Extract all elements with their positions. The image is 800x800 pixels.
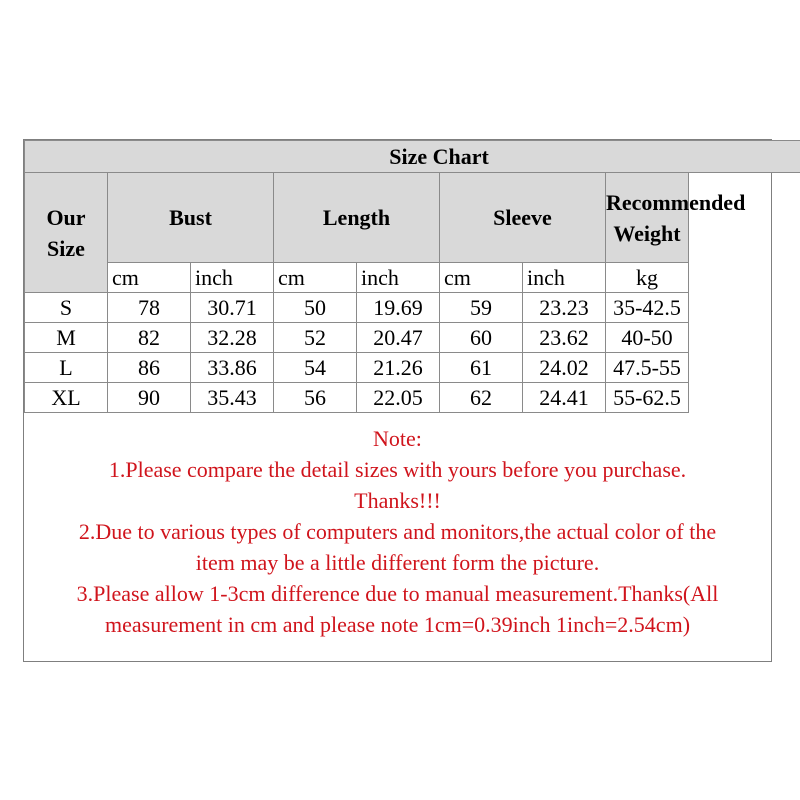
cell-length-inch: 22.05	[357, 383, 440, 413]
cell-length-cm: 50	[274, 293, 357, 323]
chart-title: Size Chart	[25, 141, 800, 173]
header-weight	[606, 173, 746, 263]
cell-weight: 40-50	[606, 323, 689, 353]
unit-length-cm: cm	[274, 263, 357, 293]
size-chart-table	[24, 140, 800, 413]
table-row	[25, 323, 800, 353]
note-line: 2.Due to various types of computers and monitors,the actual color of the	[78, 519, 717, 544]
cell-weight: 35-42.5	[606, 293, 689, 323]
note-line: measurement in cm and please note 1cm=0.39inch 1inch=2.54cm)	[104, 612, 691, 637]
cell-sleeve-inch: 23.23	[523, 293, 606, 323]
table-row	[25, 353, 800, 383]
cell-size: XL	[25, 383, 108, 413]
note-block	[24, 423, 771, 640]
unit-length-inch: inch	[357, 263, 440, 293]
cell-bust-inch: 30.71	[191, 293, 274, 323]
table-row	[25, 383, 800, 413]
cell-length-inch: 19.69	[357, 293, 440, 323]
cell-bust-cm: 82	[108, 323, 191, 353]
cell-length-cm: 52	[274, 323, 357, 353]
table-row	[25, 293, 800, 323]
cell-size: S	[25, 293, 108, 323]
cell-sleeve-cm: 59	[440, 293, 523, 323]
cell-size: M	[25, 323, 108, 353]
cell-bust-cm: 78	[108, 293, 191, 323]
header-weight-line1: Recommended	[606, 189, 746, 215]
header-sleeve: Sleeve	[440, 173, 606, 263]
note-line: 3.Please allow 1-3cm difference due to manual measurement.Thanks(All	[76, 581, 719, 606]
cell-size: L	[25, 353, 108, 383]
unit-bust-inch: inch	[191, 263, 274, 293]
cell-sleeve-cm: 60	[440, 323, 523, 353]
cell-bust-inch: 35.43	[191, 383, 274, 413]
cell-sleeve-inch: 23.62	[523, 323, 606, 353]
cell-weight: 47.5-55	[606, 353, 689, 383]
cell-bust-inch: 32.28	[191, 323, 274, 353]
header-bust: Bust	[108, 173, 274, 263]
header-our-size	[25, 173, 108, 293]
size-chart-sheet	[23, 139, 772, 662]
note-heading: Note:	[373, 426, 422, 451]
cell-weight: 55-62.5	[606, 383, 689, 413]
cell-length-cm: 54	[274, 353, 357, 383]
unit-bust-cm: cm	[108, 263, 191, 293]
cell-sleeve-inch: 24.41	[523, 383, 606, 413]
header-length: Length	[274, 173, 440, 263]
unit-sleeve-cm: cm	[440, 263, 523, 293]
header-our-size-line2: Size	[47, 235, 85, 261]
unit-weight: kg	[606, 263, 689, 293]
cell-length-inch: 20.47	[357, 323, 440, 353]
note-line: item may be a little different form the picture.	[195, 550, 600, 575]
header-our-size-line1: Our	[46, 204, 86, 230]
unit-sleeve-inch: inch	[523, 263, 606, 293]
cell-sleeve-cm: 62	[440, 383, 523, 413]
cell-bust-cm: 90	[108, 383, 191, 413]
cell-length-cm: 56	[274, 383, 357, 413]
note-line: Thanks!!!	[354, 488, 441, 513]
cell-sleeve-inch: 24.02	[523, 353, 606, 383]
cell-bust-inch: 33.86	[191, 353, 274, 383]
cell-length-inch: 21.26	[357, 353, 440, 383]
note-line: 1.Please compare the detail sizes with yours before you purchase.	[108, 457, 687, 482]
cell-sleeve-cm: 61	[440, 353, 523, 383]
cell-bust-cm: 86	[108, 353, 191, 383]
header-weight-line2: Weight	[613, 220, 681, 246]
